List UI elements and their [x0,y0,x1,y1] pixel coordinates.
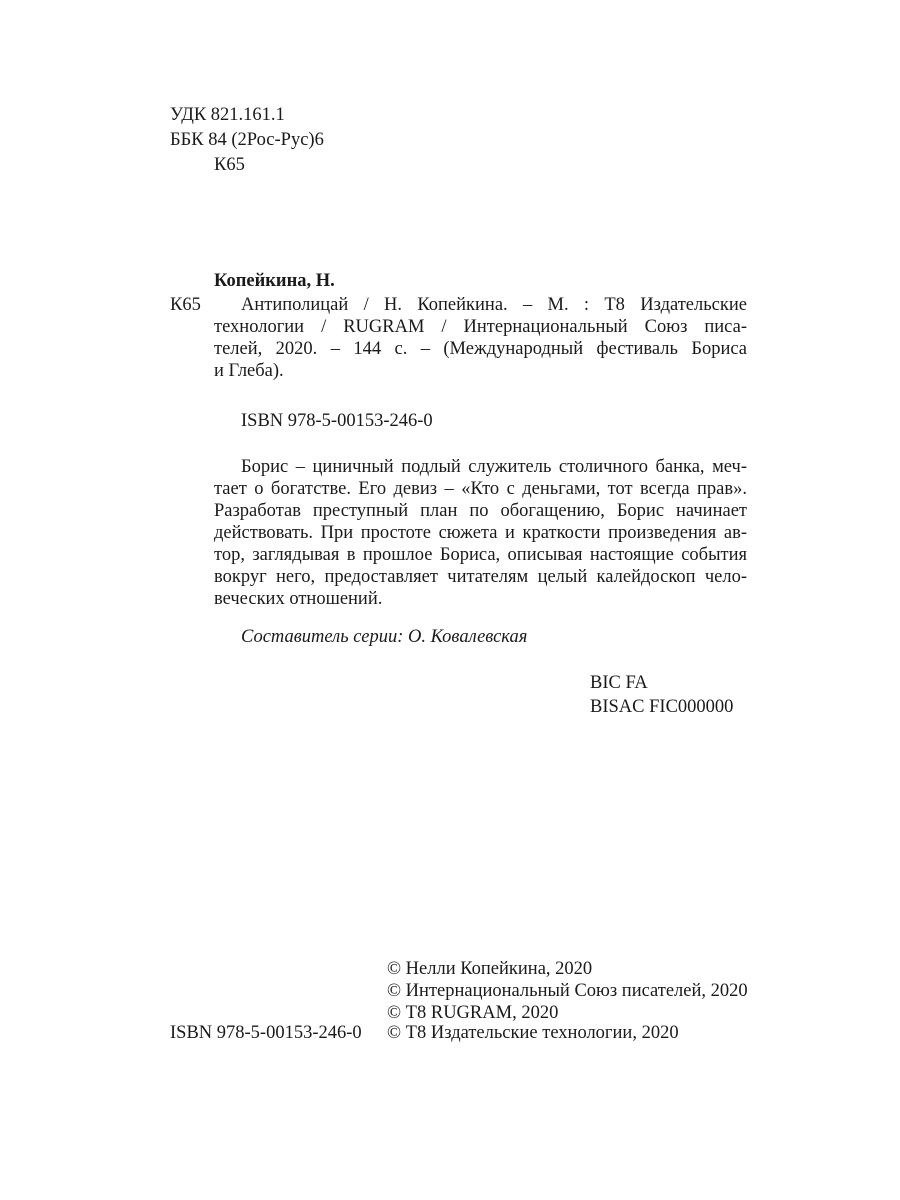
author-sign-margin: К65 [170,295,201,315]
series-compiler: Составитель серии: О. Ковалевская [241,627,528,647]
copyright-line: © Интернациональный Союз писателей, 2020 [387,981,748,1001]
annotation-line: вокруг него, предоставляет читателям целый калейдоскоп чело- [214,567,747,587]
bic-code: BIC FA [590,673,648,693]
annotation-line: тор, заглядывая в прошлое Бориса, описывая настоящие события [214,545,747,565]
copyright-line: © Т8 RUGRAM, 2020 [387,1003,559,1023]
copyright-line: © Нелли Копейкина, 2020 [387,959,593,979]
isbn-bottom: ISBN 978-5-00153-246-0 [170,1023,362,1043]
description-line: технологии / RUGRAM / Интернациональный Союз писа- [214,317,747,337]
annotation-line: веческих отношений. [214,589,383,609]
description-line: и Глеба). [214,361,284,381]
description-line: Антиполицай / Н. Копейкина. – М. : Т8 Издательские [241,295,747,315]
annotation-line: Разработав преступный план по обогащению, Борис начинает [214,501,747,521]
annotation-line: тает о богатстве. Его девиз – «Кто с деньгами, тот всегда прав». [214,479,747,499]
annotation-line: Борис – циничный подлый служитель столичного банка, меч- [241,457,747,477]
annotation [214,456,747,610]
bbk-code: ББК 84 (2Рос-Рус)6 [170,130,324,150]
bibliographic-description [214,294,747,382]
author-heading: Копейкина, Н. [214,271,335,291]
bisac-code: BISAC FIC000000 [590,697,734,717]
isbn-top: ISBN 978-5-00153-246-0 [241,411,433,431]
copyright-line: © Т8 Издательские технологии, 2020 [387,1023,679,1043]
author-sign: К65 [214,155,245,175]
udk-code: УДК 821.161.1 [170,105,285,125]
annotation-line: действовать. При простоте сюжета и краткости произведения ав- [214,523,747,543]
description-line: телей, 2020. – 144 с. – (Международный фестиваль Бориса [214,339,747,359]
